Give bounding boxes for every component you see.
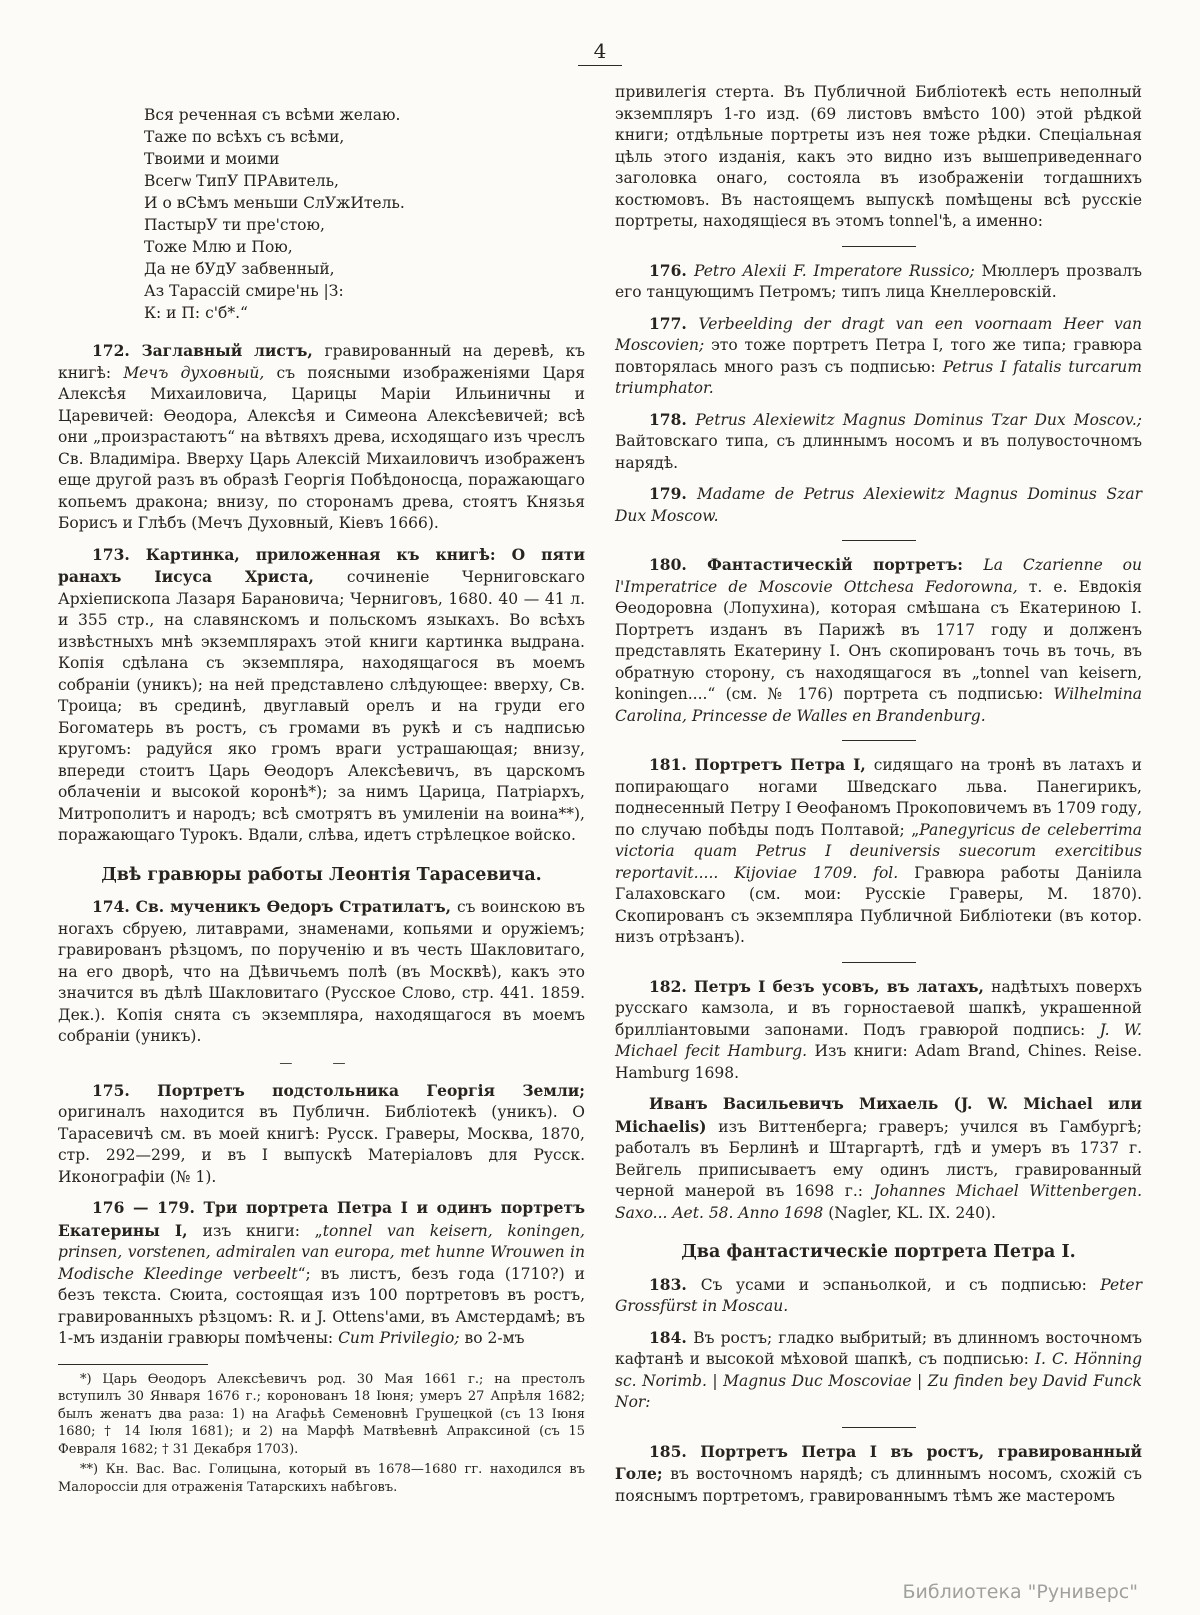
text-segment: 173. Картинка, приложенная къ книгѣ: О пяти ранахъ Іисуса Христа, <box>58 544 585 586</box>
entry-paragraph <box>615 483 1142 527</box>
entry-paragraph <box>58 896 585 1048</box>
entry-paragraph <box>615 1441 1142 1508</box>
text-segment: 185. Портретъ Петра I въ ростъ, гравированный Голе; <box>615 1441 1142 1483</box>
footnotes <box>58 1371 585 1497</box>
footnote <box>58 1461 585 1496</box>
text-segment: надѣтыхъ поверхъ русскаго камзола, и въ горностаевой шапкѣ, украшенной брилліантовыми запонами. Подъ гравюрой подпись: <box>615 977 1142 1039</box>
text-segment: оригиналъ находится въ Публичн. Библіотекѣ (уникъ). О Тарасевичѣ см. въ моей книгѣ: Русск. Граверы, Москва, 1870, стр. 292—299, и въ I выпускѣ Матеріаловъ для Русск. Иконографіи (№ 1). <box>58 1103 585 1186</box>
entry-paragraph <box>615 976 1142 1085</box>
text-segment: Panegyricus de celeberrima victoria quam Petrus I deuniversis suecorum exercitibus reportavit..... Kijoviae 1709. fol. <box>615 820 1142 882</box>
separator-rule <box>842 540 916 541</box>
left-column <box>58 82 585 1516</box>
text-segment: съ поясными изображеніями Царя Алексѣя Михаиловича, Царицы Маріи Ильиничны и Царевичей: Ѳеодора, Алексѣя и Симеона Алексѣевичей; всѣ они „произрастаютъ“ на вѣтвяхъ древа, исходящаго изъ чреслъ Св. Владиміра. Вверху Царь Алексій Михаиловичъ изображенъ еще другой разъ въ образѣ Георгія Побѣдоносца, поражающаго копьемъ дракона; внизу, по сторонамъ древа, стоятъ Князья Борисъ и Глѣбъ (Мечъ Духовный, Кіевъ 1666). <box>58 363 585 532</box>
text-segment: 183. <box>649 1274 701 1294</box>
text-segment: tonnel van keisern, koningen, prinsen, vorstenen, admiralen van europa, met hunne Wrouwen in Modische Kleedinge verbeelt <box>58 1221 585 1283</box>
text-segment: Peter Grossfürst in Moscau. <box>615 1275 1142 1315</box>
text-segment: 180. Фантастическій портретъ: <box>649 555 984 574</box>
poem-block <box>144 104 585 324</box>
entry-paragraph <box>615 1327 1142 1414</box>
poem-line: Тоже Млю и Пою, <box>144 238 293 256</box>
page-header <box>0 0 1200 66</box>
right-entries <box>615 82 1142 1507</box>
separator-rule <box>842 1427 916 1428</box>
text-segment: 176 — 179. Три портрета Петра I и одинъ портретъ Екатерины I, <box>58 1198 585 1240</box>
text-segment: гравированный на деревѣ, къ книгѣ: <box>58 342 585 382</box>
separator-rule <box>842 962 916 963</box>
text-segment: Petrus Alexiewitz Magnus Dominus Tzar Dux Moscov.; <box>695 410 1142 429</box>
entry-paragraph <box>615 409 1142 475</box>
page-columns <box>0 66 1200 1516</box>
entry-paragraph <box>58 340 585 535</box>
poem-line: Да не бУдУ забвенный, <box>144 260 335 278</box>
poem-line: К: и П: с'б*.“ <box>144 304 248 322</box>
text-segment: 175. Портретъ подстольника Георгія Земли; <box>92 1080 585 1100</box>
text-segment: Мечъ духовный, <box>123 363 277 382</box>
text-segment: 176. <box>649 260 694 280</box>
text-segment: 179. <box>649 484 698 503</box>
poem-line: Аз Тарассій смире'нь |З: <box>144 282 344 300</box>
text-segment: 184. <box>649 1327 694 1347</box>
entry-paragraph <box>58 544 585 847</box>
text-segment: сидящаго на тронѣ въ латахъ и попирающаго ногами Шведскаго льва. Панегирикъ, поднесенный Петру I Ѳеофаномъ Прокоповичемъ въ 1709 году, по случаю побѣды подъ Полтавой; „ <box>615 756 1143 839</box>
separator-rule <box>842 246 916 247</box>
right-column <box>615 82 1142 1516</box>
text-segment: 182. Петръ I безъ усовъ, въ латахъ, <box>649 976 992 996</box>
separator-dashes: — — <box>279 1055 364 1071</box>
text-segment: 172. Заглавный листъ, <box>92 341 325 360</box>
text-segment: J. W. Michael fecit Hamburg. <box>615 1020 1142 1060</box>
footnote <box>58 1371 585 1459</box>
text-segment: т. е. Евдокія Ѳеодоровна (Лопухина), которая смѣшана съ Екатериною I. Портретъ изданъ въ Парижѣ въ 1717 году и долженъ представлять Екатерину I. Онъ скопированъ точь въ точь, въ обратную сторону, съ находящагося въ „tonnel van keisern, koningen....“ (см. № 176) портрета съ подписью: <box>615 577 1143 703</box>
page-number: 4 <box>578 40 623 66</box>
text-segment: La Czarienne ou l'Imperatrice de Moscovie Ottchesa Fedorowna, <box>615 556 1142 596</box>
text-segment: Иванъ Васильевичъ Михаель (J. W. Michael или Michaelis) <box>615 1094 1142 1136</box>
text-segment: 174. Св. мученикъ Ѳедоръ Стратилатъ, <box>92 897 457 916</box>
text-segment: съ воинскою въ ногахъ сбруею, литаврами, знаменами, копьями и оружіемъ; гравированъ рѣзцомъ, по порученію и въ честь Шакловитаго, на его дворѣ, что на Дѣвичьемъ полѣ (въ Москвѣ), какъ это значится въ дѣлѣ Шакловитаго (Русское Слово, стр. 441. 1859. Дек.). Копія снята съ экземпляра, находящагося въ моемъ собраніи (уникъ). <box>58 898 585 1045</box>
text-segment: Въ ростъ; гладко выбритый; въ длинномъ восточномъ кафтанѣ и высокой мѣховой шапкѣ, съ подписью: <box>615 1328 1142 1368</box>
left-entries <box>58 340 585 1350</box>
entry-paragraph <box>615 554 1142 727</box>
watermark: Библиотека "Руниверс" <box>902 1581 1138 1603</box>
poem-line: ПастырУ ти пре'стою, <box>144 216 325 234</box>
text-segment: это тоже портретъ Петра I, того же типа; гравюра повторялась много разъ съ подписью: <box>615 336 1142 376</box>
poem-line: Твоими и моими <box>144 150 280 168</box>
entry-paragraph <box>615 260 1142 304</box>
text-segment: 178. <box>649 409 696 429</box>
text-segment: Petrus I fatalis turcarum triumphator. <box>615 357 1142 397</box>
text-segment: Madame de Petrus Alexiewitz Magnus Dominus Szar Dux Moscow. <box>615 485 1142 525</box>
poem-line: И о вСѣмъ меньши СлУжИтель. <box>144 194 405 212</box>
poem-line: Таже по всѣхъ съ всѣми, <box>144 128 345 146</box>
poem-line: Всегѡ ТипУ ПРАвитель, <box>144 172 339 190</box>
text-segment: привилегія стерта. Въ Публичной Библіотекѣ есть неполный экземпляръ 1-го изд. (69 листовъ вмѣсто 100) этой рѣдкой книги; отдѣльные портреты изъ нея тоже рѣдки. Спеціальная цѣль этого изданія, какъ это видно изъ вышеприведеннаго заголовка онаго, состояла въ изображеніи тогдашнихъ костюмовъ. Въ настоящемъ выпускѣ помѣщены всѣ русскіе портреты, находящіеся въ этомъ tonnel'ѣ, а именно: <box>615 83 1142 230</box>
entry-paragraph <box>615 313 1142 400</box>
text-segment: Изъ книги: Adam Brand, Chines. Reise. Hamburg 1698. <box>615 1042 1142 1082</box>
entry-paragraph <box>615 82 1142 233</box>
text-segment: 177. <box>649 313 699 333</box>
section-heading: Два фантастическіе портрета Петра I. <box>681 1242 1076 1262</box>
entry-paragraph <box>615 1093 1142 1224</box>
separator-rule <box>842 740 916 741</box>
entry-paragraph <box>58 1197 585 1350</box>
entry-paragraph <box>615 1274 1142 1318</box>
text-segment: (Nagler, KL. IX. 240). <box>828 1203 996 1222</box>
text-segment: Мюллеръ прозвалъ его танцующимъ Петромъ; типъ лица Кнеллеровскій. <box>615 261 1142 301</box>
text-segment: сочиненіе Черниговскаго Архіепископа Лазаря Барановича; Черниговъ, 1680. 40 — 41 л. и 355 стр., на славянскомъ и польскомъ языкахъ. Во всѣхъ извѣстныхъ мнѣ экземплярахъ этой книги картинка выдрана. Копія сдѣлана съ экземпляра, находящагося въ моемъ собраніи (уникъ); на ней представлено слѣдующее: вверху, Св. Троица; въ срединѣ, двуглавый орелъ и на груди его Богоматерь въ ростъ, съ громами въ рукѣ и съ надписью кругомъ: радуйся яко громъ враги устрашающая; внизу, впереди стоитъ Царь Ѳеодоръ Алексѣевичъ, въ царскомъ облаченіи и высокой коронѣ*); за нимъ Царица, Патріархъ, Митрополитъ и народъ; всѣ смотрятъ въ умиленіи на воина**), поражающаго Турокъ. Вдали, слѣва, идетъ стрѣлецкое войско. <box>58 568 585 844</box>
text-segment: Гравюра работы Даніила Галаховскаго (см. мои: Русскіе Граверы, М. 1870). Скопированъ съ экземпляра Публичной Библіотеки (въ котор. низъ отрѣзанъ). <box>615 863 1142 946</box>
text-segment: 181. Портретъ Петра I, <box>649 755 874 774</box>
text-segment: Verbeelding der dragt van een voornaam Heer van Moscovien; <box>615 314 1142 354</box>
text-segment: **) Кн. Вас. Вас. Голицына, который въ 1678—1680 гг. находился въ Малороссіи для отраженія Татарскихъ набѣговъ. <box>58 1462 585 1495</box>
section-heading: Двѣ гравюры работы Леонтія Тарасевича. <box>101 864 542 885</box>
text-segment: изъ книги: „ <box>202 1221 323 1240</box>
entry-paragraph <box>615 754 1142 949</box>
text-segment: Petro Alexii F. Imperatore Russico; <box>694 261 982 280</box>
text-segment: Вайтовскаго типа, съ длиннымъ носомъ и въ полувосточномъ нарядѣ. <box>615 432 1142 472</box>
text-segment: въ восточномъ нарядѣ; съ длиннымъ носомъ, схожій съ пояснымъ портретомъ, гравированнымъ тѣмъ же мастеромъ <box>615 1465 1143 1505</box>
text-segment: Johannes Michael Wittenbergen. Saxo... Aet. 58. Anno 1698 <box>615 1182 1142 1222</box>
text-segment: во 2-мъ <box>459 1329 525 1347</box>
poem-line: Вся реченная съ всѣми желаю. <box>144 106 401 124</box>
text-segment: Съ усами и эспаньолкой, и съ подписью: <box>700 1275 1101 1294</box>
entry-paragraph <box>58 1080 585 1189</box>
footnote-divider <box>58 1364 208 1365</box>
text-segment: “; въ листъ, безъ года (1710?) и безъ текста. Сюита, состоящая изъ 100 портретовъ въ ростъ, гравированныхъ рѣзцомъ: R. и J. Ottens'ами, въ Амстердамѣ; въ 1-мъ изданіи гравюры помѣчены: <box>58 1264 585 1347</box>
text-segment: изъ Виттенберга; граверъ; учился въ Гамбургѣ; работалъ въ Берлинѣ и Штаргартѣ, гдѣ и умеръ въ 1737 г. Вейгель приписываетъ ему одинъ листъ, гравированный черной манерой въ 1698 г.: <box>615 1117 1142 1200</box>
text-segment: I. C. Hönning sc. Norimb. | Magnus Duc Moscoviae | Zu finden bey David Funck Nor: <box>615 1350 1142 1411</box>
text-segment: Cum Privilegio; <box>338 1329 460 1347</box>
text-segment: Wilhelmina Carolina, Princesse de Walles en Brandenburg. <box>615 685 1142 725</box>
text-segment: *) Царь Ѳеодоръ Алексѣевичъ род. 30 Мая 1661 г.; на престолъ вступилъ 30 Января 1676 г.; коронованъ 18 Іюня; умеръ 27 Апрѣля 1682; былъ женатъ два раза: 1) на Агафьѣ Семеновнѣ Грушецкой (съ 13 Іюня 1680; † 14 Іюля 1681); и 2) на Марфѣ Матвѣевнѣ Апраксиной (съ 15 Февраля 1682; † 31 Декабря 1703). <box>58 1371 585 1457</box>
